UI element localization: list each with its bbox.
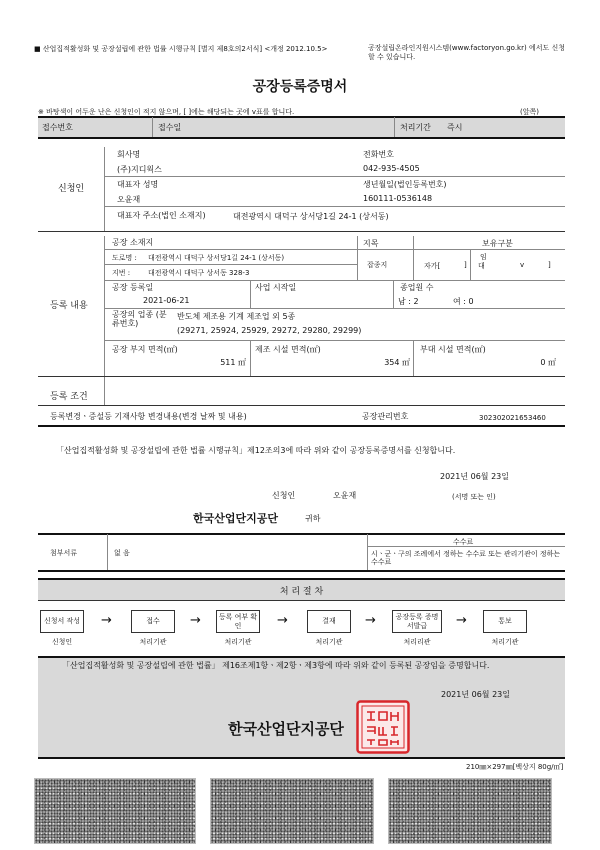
site-area-value: 511 ㎡ bbox=[220, 358, 246, 367]
attachments-value: 없 음 bbox=[114, 549, 130, 557]
divider bbox=[38, 231, 565, 232]
land-type-value: 잡종지 bbox=[367, 261, 388, 269]
industry-codes: (29271, 25924, 25929, 29272, 29280, 29299) bbox=[177, 326, 362, 335]
lot-address-label: 지번 : bbox=[112, 269, 131, 277]
auxiliary-area-value: 0 ㎡ bbox=[540, 358, 556, 367]
recipient-name: 한국산업단지공단 bbox=[193, 512, 279, 525]
divider bbox=[38, 137, 565, 139]
divider bbox=[38, 116, 565, 118]
ownership-rent-option-1: 임 bbox=[480, 253, 487, 261]
signature-hint: (서명 또는 인) bbox=[452, 493, 496, 501]
divider bbox=[105, 280, 565, 281]
issuer-name: 한국산업단지공단 bbox=[228, 720, 344, 738]
attachments-label: 첨부서류 bbox=[50, 549, 78, 557]
divider bbox=[413, 341, 414, 376]
fee-text: 시ㆍ군ㆍ구의 조례에서 정하는 수수료 또는 관리기관이 정하는 수수료 bbox=[371, 550, 561, 567]
processing-period-value: 즉시 bbox=[447, 123, 463, 132]
security-pattern bbox=[34, 778, 196, 844]
step-6-box: 통보 bbox=[483, 610, 527, 633]
address-label: 대표자 주소(법인 소재지) bbox=[117, 211, 206, 220]
auxiliary-area-label: 부대 시설 면적(㎡) bbox=[420, 345, 486, 354]
address-value: 대전광역시 대덕구 상서당1길 24-1 (상서동) bbox=[233, 212, 389, 221]
manufacturing-area-value: 354 ㎡ bbox=[384, 358, 410, 367]
ownership-label: 보유구분 bbox=[482, 239, 513, 248]
divider bbox=[38, 376, 565, 377]
arrow-right-icon: → bbox=[456, 613, 467, 628]
site-area-label: 공장 부지 면적(㎡) bbox=[112, 345, 178, 354]
certification-statement: 「산업집적활성화 및 공장설립에 관한 법률」 제16조제1항ㆍ제2항ㆍ제3항에 따라 위와 같이 등록된 공장임을 증명합니다. bbox=[62, 661, 490, 670]
registration-date-value: 2021-06-21 bbox=[143, 296, 190, 305]
divider bbox=[250, 341, 251, 376]
ownership-rent-bracket: ] bbox=[548, 261, 551, 269]
manufacturing-area-label: 제조 시설 면적(㎡) bbox=[255, 345, 321, 354]
step-3-actor: 처리기관 bbox=[224, 638, 252, 646]
paper-size-note: 210㎜×297㎜[백상지 80g/㎡] bbox=[466, 763, 564, 771]
company-name-label: 회사명 bbox=[117, 150, 141, 159]
instruction-note: ※ 바탕색이 어두운 난은 신청인이 적지 않으며, [ ]에는 해당되는 곳에 v표를 합니다. bbox=[38, 108, 295, 116]
phone-value: 042-935-4505 bbox=[363, 164, 420, 173]
changes-label: 등록변경ㆍ증설등 기재사항 변경내용(변경 날짜 및 내용) bbox=[50, 412, 247, 421]
divider bbox=[250, 281, 251, 308]
divider bbox=[367, 534, 368, 570]
arrow-right-icon: → bbox=[101, 613, 112, 628]
online-note: 공장설립온라인지원시스템(www.factoryon.go.kr) 에서도 신청할 수 있습니다. bbox=[368, 44, 565, 61]
divider bbox=[394, 117, 395, 137]
divider bbox=[38, 425, 565, 427]
industry-value: 반도체 제조용 기계 제조업 외 5종 bbox=[177, 312, 296, 321]
employees-label: 종업원 수 bbox=[400, 283, 434, 292]
certification-date: 2021년 06월 23일 bbox=[441, 690, 510, 699]
ownership-own-bracket: ] bbox=[464, 261, 467, 269]
divider bbox=[470, 250, 471, 280]
divider bbox=[105, 249, 357, 250]
employees-female: 여 : 0 bbox=[453, 297, 474, 306]
divider bbox=[38, 757, 565, 759]
registration-date-label: 공장 등록일 bbox=[112, 283, 154, 292]
arrow-right-icon: → bbox=[277, 613, 288, 628]
step-1-actor: 신청인 bbox=[51, 638, 73, 646]
step-2-actor: 처리기관 bbox=[139, 638, 167, 646]
representative-label: 대표자 성명 bbox=[117, 180, 159, 189]
divider bbox=[152, 117, 153, 137]
divider bbox=[105, 264, 357, 265]
industry-label: 공장의 업종 (분류번호) bbox=[112, 310, 167, 329]
application-statement: 「산업집적활성화 및 공장설립에 관한 법률 시행규칙」제12조의3에 따라 위와 같이 공장등록증명서를 신청합니다. bbox=[56, 446, 456, 455]
divider bbox=[105, 176, 565, 177]
land-type-label: 지목 bbox=[363, 239, 379, 248]
applicant-sign-label: 신청인 bbox=[272, 491, 296, 500]
divider bbox=[38, 656, 565, 658]
divider bbox=[105, 308, 565, 309]
representative-value: 오윤재 bbox=[117, 195, 141, 204]
factory-location-label: 공장 소재지 bbox=[112, 238, 154, 247]
security-pattern bbox=[388, 778, 552, 844]
step-4-actor: 처리기관 bbox=[315, 638, 343, 646]
road-address-value: 대전광역시 대덕구 상서당1길 24-1 (상서동) bbox=[148, 254, 285, 262]
ownership-rent-option-2: 대 bbox=[478, 262, 485, 270]
processing-period-label: 처리기간 bbox=[400, 123, 431, 132]
step-1-box: 신청서 작성 bbox=[40, 610, 84, 633]
conditions-label: 등록 조건 bbox=[50, 392, 88, 402]
legal-reference: ■ 산업집적활성화 및 공장설립에 관한 법률 시행규칙 [별지 제8호의2서식] <개정 2012.10.5> bbox=[34, 45, 328, 53]
divider bbox=[105, 340, 565, 341]
receipt-date-label: 접수일 bbox=[158, 123, 182, 132]
front-side-label: (앞쪽) bbox=[520, 108, 539, 116]
employees-male: 남 : 2 bbox=[398, 297, 419, 306]
application-date: 2021년 06월 23일 bbox=[440, 472, 509, 481]
step-5-actor: 처리리관 bbox=[403, 638, 431, 646]
registration-section-label: 등록 내용 bbox=[50, 301, 88, 311]
lot-address-value: 대전광역시 대덕구 상서동 328-3 bbox=[148, 269, 250, 277]
receipt-number-label: 접수번호 bbox=[42, 123, 73, 132]
arrow-right-icon: → bbox=[365, 613, 376, 628]
process-title: 처 리 절 차 bbox=[279, 587, 324, 597]
company-name-value: (주)지디웍스 bbox=[117, 165, 162, 174]
divider bbox=[38, 570, 565, 572]
management-number-value: 302302021653460 bbox=[479, 414, 546, 422]
business-start-label: 사업 시작일 bbox=[255, 283, 297, 292]
divider bbox=[38, 578, 565, 580]
management-number-label: 공장관리번호 bbox=[362, 412, 409, 421]
recipient-suffix: 귀하 bbox=[305, 514, 321, 523]
official-seal bbox=[356, 700, 410, 754]
divider bbox=[413, 236, 414, 280]
divider bbox=[104, 377, 105, 405]
fee-label: 수수료 bbox=[453, 538, 474, 546]
step-3-box: 등록 여부 확인 bbox=[216, 610, 260, 633]
applicant-section-label: 신청인 bbox=[58, 184, 85, 194]
applicant-sign-name: 오윤재 bbox=[333, 491, 357, 500]
divider bbox=[393, 281, 394, 308]
divider bbox=[107, 534, 108, 570]
arrow-right-icon: → bbox=[190, 613, 201, 628]
step-2-box: 접수 bbox=[131, 610, 175, 633]
divider bbox=[367, 546, 565, 547]
divider bbox=[38, 600, 565, 601]
divider bbox=[357, 249, 565, 250]
ownership-own-option: 자가[ bbox=[424, 262, 441, 270]
receipt-row-shade bbox=[38, 117, 565, 137]
step-6-actor: 처리기관 bbox=[491, 638, 519, 646]
divider bbox=[104, 147, 105, 231]
divider bbox=[38, 533, 565, 535]
divider bbox=[38, 405, 565, 406]
divider bbox=[105, 206, 565, 207]
road-address-label: 도로명 : bbox=[112, 254, 137, 262]
divider bbox=[357, 236, 358, 280]
security-pattern bbox=[210, 778, 374, 844]
birth-date-label: 생년월일(법인등록번호) bbox=[363, 180, 447, 189]
divider bbox=[104, 236, 105, 376]
birth-date-value: 160111-0536148 bbox=[363, 194, 433, 203]
step-4-box: 결재 bbox=[307, 610, 351, 633]
document-title: 공장등록증명서 bbox=[252, 79, 348, 95]
step-5-box: 공장등록 증명서발급 bbox=[392, 610, 442, 633]
ownership-rent-checkmark: v bbox=[520, 261, 525, 269]
phone-label: 전화번호 bbox=[363, 150, 394, 159]
